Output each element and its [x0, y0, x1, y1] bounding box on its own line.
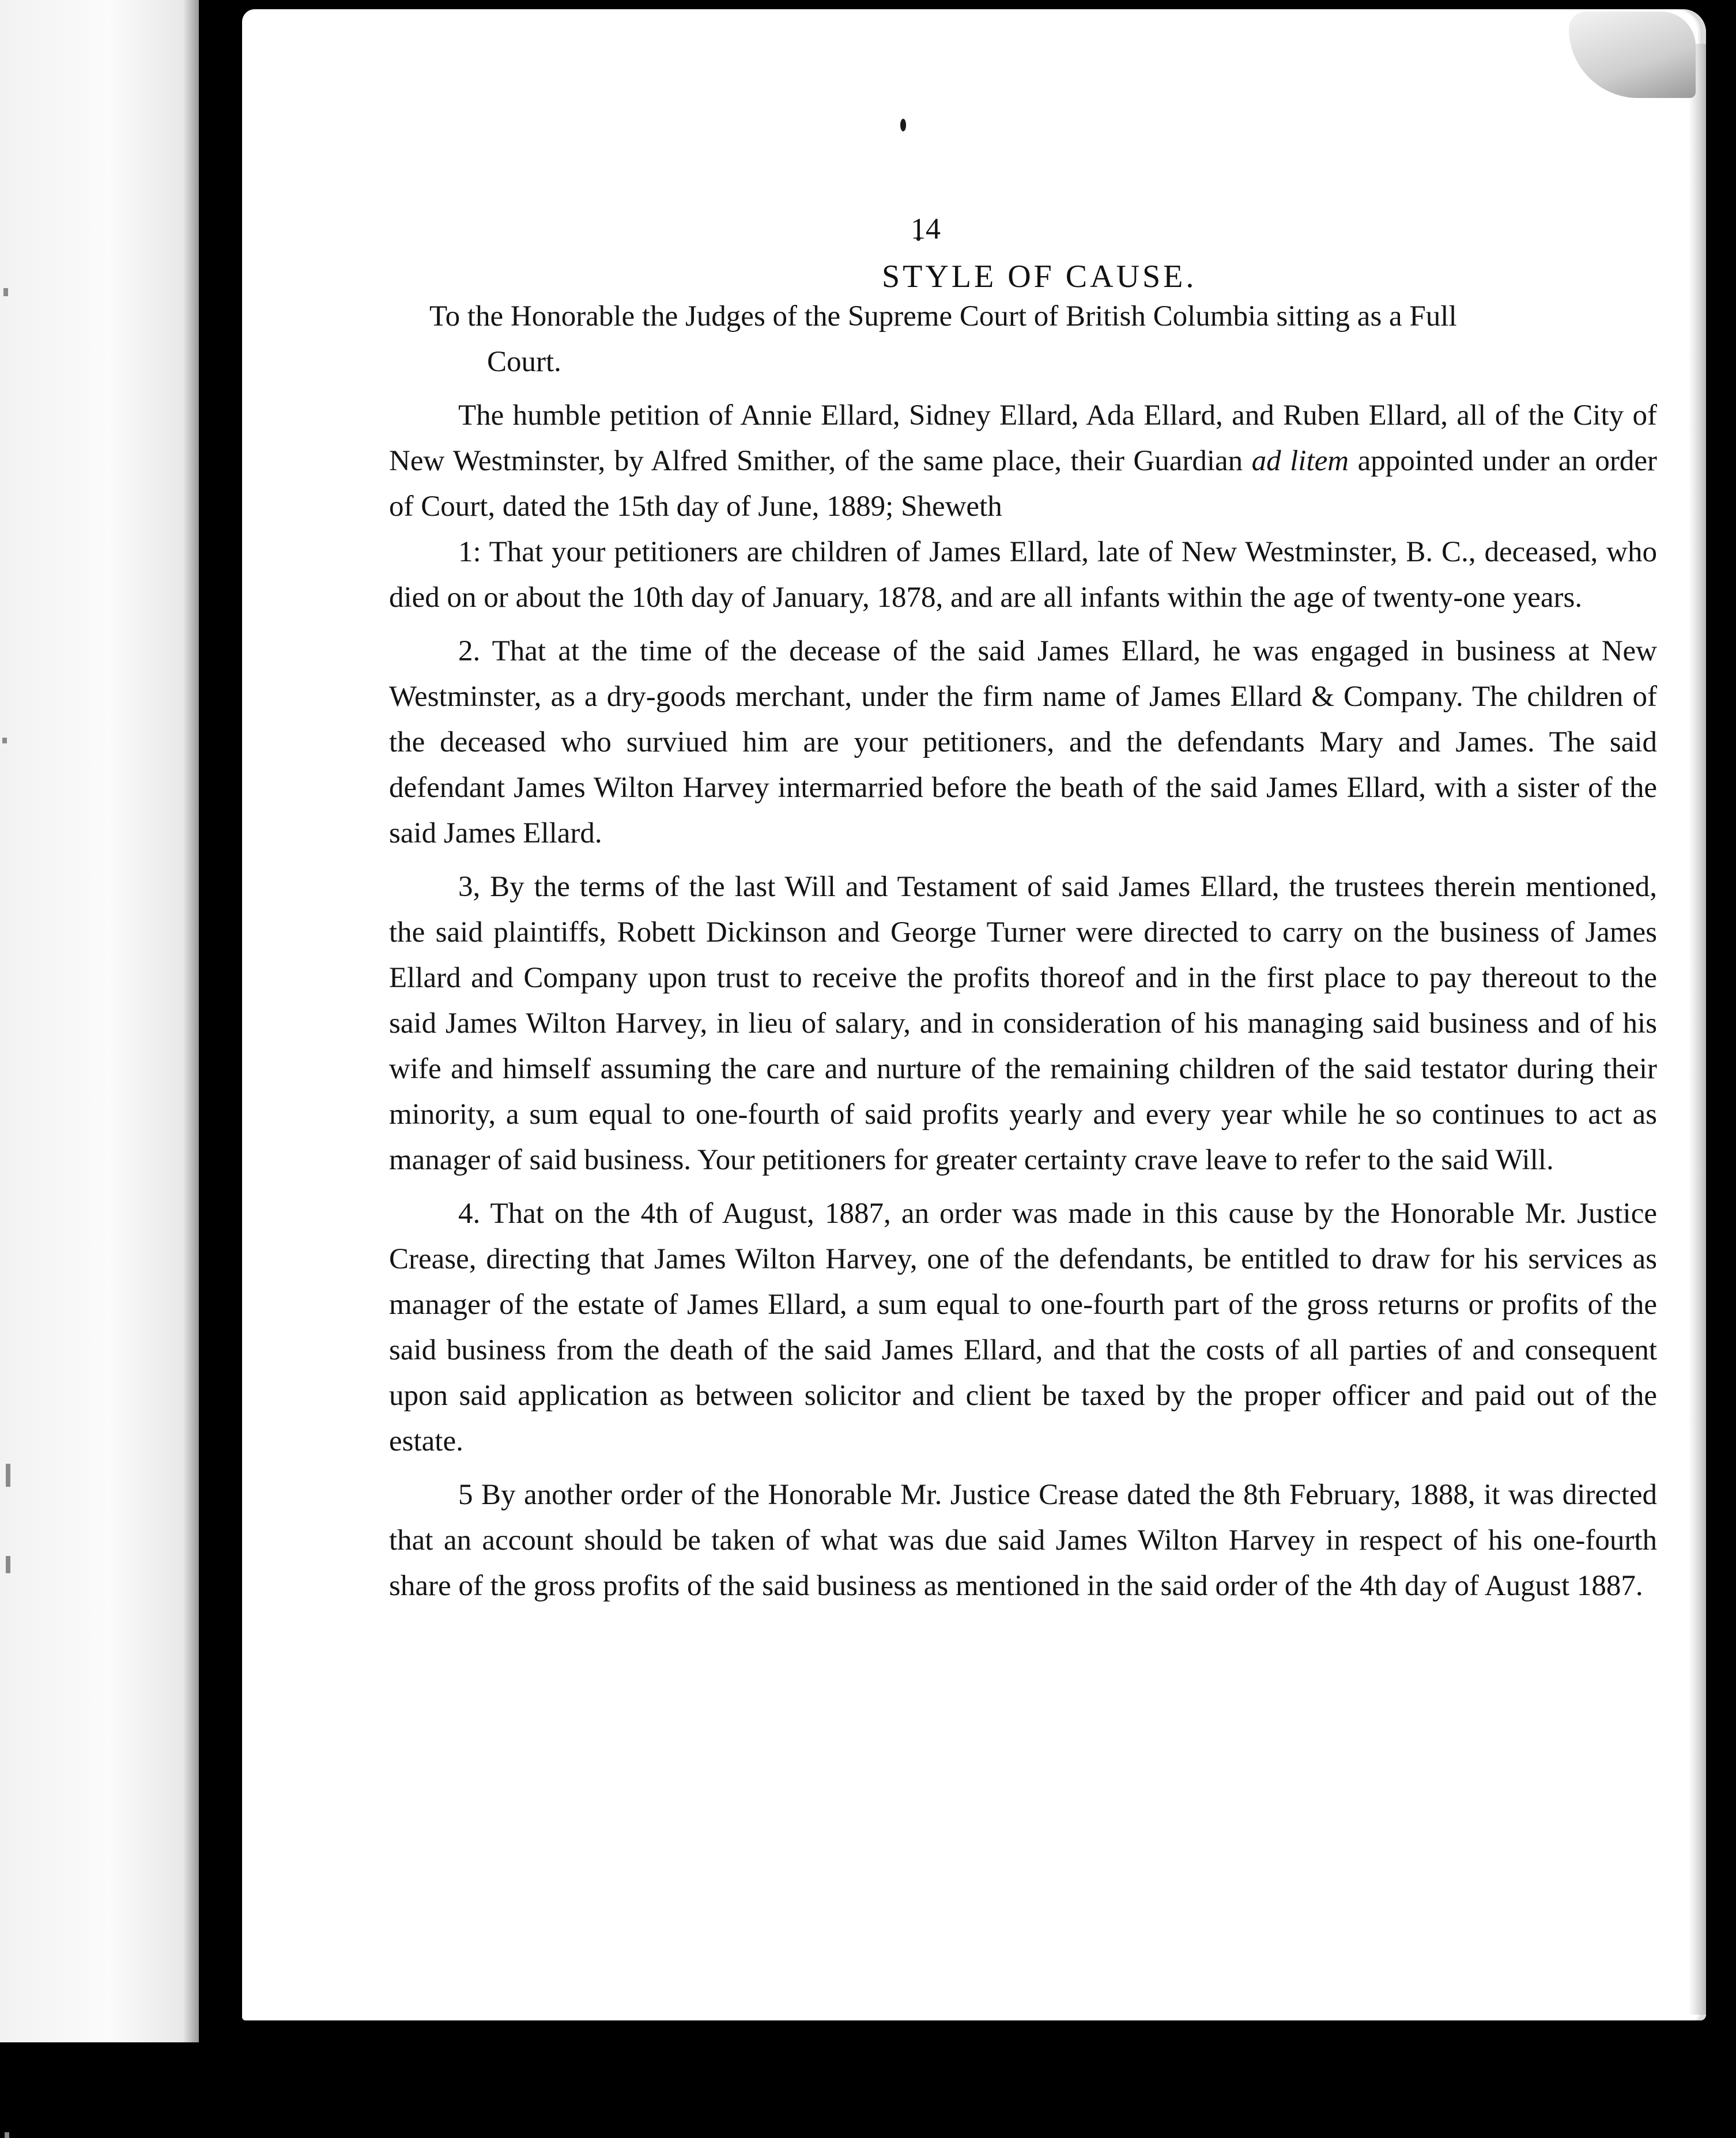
paragraph-3: 3, By the terms of the last Will and Testament of said James Ellard, the trustees therein mentioned, the said plaintiffs, Robett Dickinson and George Turner were directed to carry on the business of James Ellard and Company upon trust to receive the profits thoreof and in the first place to pay thereout to the said James Wilton Harvey, in lieu of salary, and in consideration of his managing said business and of his wife and himself assuming the care and nurture of the remaining children of the said testator during their minority, a sum equal to one-fourth of said profits yearly and every year while he so continues to act as manager of said business. Your petitioners for greater certainty crave leave to refer to the said Will.	[389, 871, 1657, 1176]
address-line-end: Court.	[487, 346, 561, 378]
page-corner-fold	[1569, 12, 1696, 98]
page-title: STYLE OF CAUSE.	[882, 259, 1197, 294]
facing-page-mark	[6, 1556, 10, 1573]
facing-page-mark	[6, 1464, 10, 1487]
ink-speck	[900, 119, 906, 131]
paragraph-4: 4. That on the 4th of August, 1887, an order was made in this cause by the Honorable Mr. Justice Crease, directing that James Wilton Harvey, one of the defendants, be entitled to draw for his services as manager of the estate of James Ellard, a sum equal to one-fourth part of the gross returns or profits of the said business from the death of the said James Ellard, and that the costs of all parties of and consequent upon said application as between solicitor and client be taxed by the proper officer and paid out of the estate.	[389, 1198, 1657, 1457]
paragraph-1: 1: That your petitioners are children of James Ellard, late of New Westminster, B. C., deceased, who died on or about the 10th day of January, 1878, and are all infants within the age of twenty-one years.	[389, 536, 1657, 614]
address-line: To the Honorable the Judges of the Supreme Court of British Columbia sitting as a Full	[429, 300, 1457, 333]
facing-page-edge	[0, 0, 199, 2042]
paragraph-2: 2. That at the time of the decease of the said James Ellard, he was engaged in business at New Westminster, as a dry-goods merchant, under the firm name of James Ellard & Company. The children of the deceased who surviued him are your petitioners, and the defendants Mary and James. The said defendant James Wilton Harvey intermarried before the beath of the said James Ellard, with a sister of the said James Ellard.	[389, 635, 1657, 849]
page-edge-shadow	[1689, 44, 1706, 2015]
petition-intro-text: The humble petition of Annie Ellard, Sidney Ellard, Ada Ellard, and Ruben Ellard, all of the City of New Westminster, by Alfred Smither, of the same place, their Guardian	[389, 399, 1657, 477]
page-number: 14	[911, 213, 941, 245]
petition-intro	[389, 393, 1657, 530]
petition-intro-text-end: appointed under an order of Court, dated the 15th day of June, 1889; Sheweth	[389, 445, 1658, 523]
paragraph-5: 5 By another order of the Honorable Mr. Justice Crease dated the 8th February, 1888, it was directed that an account should be taken of what was due said James Wilton Harvey in respect of his one-fourth share of the gross profits of the said business as mentioned in the said order of the 4th day of August 1887.	[389, 1479, 1657, 1602]
facing-page-mark	[3, 288, 8, 296]
facing-page-mark	[2, 738, 7, 743]
petition-body	[389, 294, 1657, 1609]
facing-page-mark	[5, 2132, 9, 2138]
petition-intro-italic: ad litem	[1251, 445, 1349, 477]
